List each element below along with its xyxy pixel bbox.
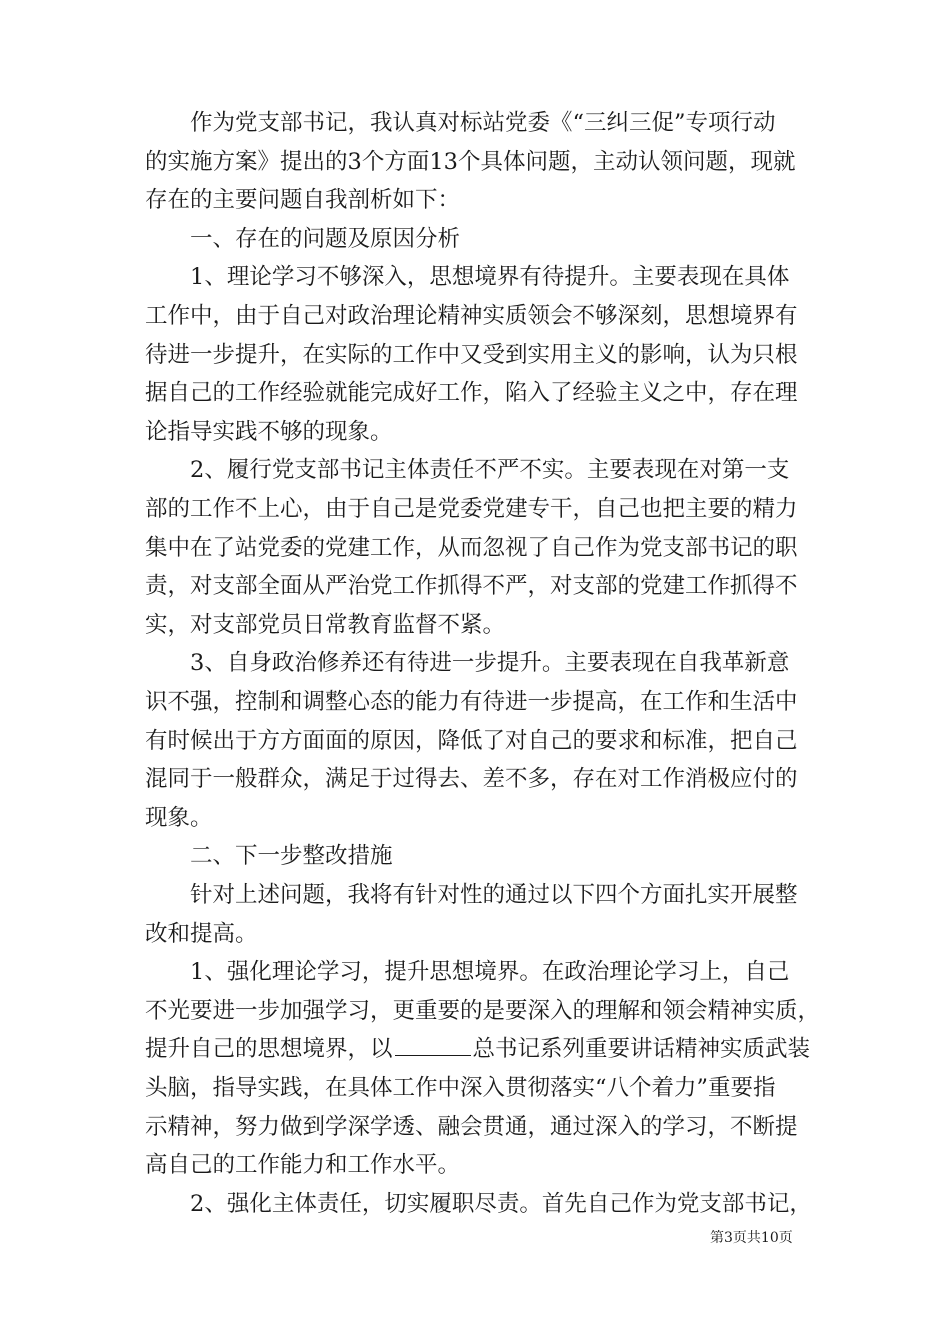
- text-line: 论指导实践不够的现象。: [145, 418, 393, 445]
- text-segment: 总书记系列重要讲话精神实质武装: [472, 1036, 811, 1063]
- text-line: 2、履行党支部书记主体责任不严不实。主要表现在对第一支: [145, 457, 790, 484]
- text-line: 存在的主要问题自我剖析如下：: [145, 187, 461, 214]
- text-line: 高自己的工作能力和工作水平。: [145, 1152, 461, 1179]
- text-line: 混同于一般群众，满足于过得去、差不多，存在对工作消极应付的: [145, 766, 798, 793]
- text-line: 实，对支部党员日常教育监督不紧。: [145, 611, 506, 638]
- text-line: 二、下一步整改措施: [145, 843, 393, 870]
- text-line: 示精神，努力做到学深学透、融会贯通，通过深入的学习，不断提: [145, 1113, 798, 1140]
- text-line: 识不强，控制和调整心态的能力有待进一步提高，在工作和生活中: [145, 689, 798, 715]
- text-line: 集中在了站党委的党建工作，从而忽视了自己作为党支部书记的职: [145, 534, 798, 561]
- text-line: 1、理论学习不够深入，思想境界有待提升。主要表现在具体: [145, 264, 790, 291]
- text-line: 2、强化主体责任，切实履职尽责。首先自己作为党支部书记，: [145, 1190, 812, 1217]
- text-segment: 提升自己的思想境界，以: [145, 1036, 393, 1063]
- text-line: 改和提高。: [145, 920, 258, 947]
- text-line: 作为党支部书记，我认真对标站党委《“三纠三促”专项行动: [145, 110, 776, 136]
- text-line: 现象。: [145, 804, 213, 831]
- text-line: 责，对支部全面从严治党工作抓得不严，对支部的党建工作抓得不: [145, 573, 798, 600]
- text-line: 1、强化理论学习，提升思想境界。在政治理论学习上，自己: [145, 959, 790, 986]
- page-number: 第3页共10页: [710, 1230, 793, 1246]
- text-line: 头脑，指导实践，在具体工作中深入贯彻落实“八个着力”重要指: [145, 1075, 776, 1101]
- blank-underline: [395, 1033, 471, 1056]
- text-line-with-blank: [145, 1030, 810, 1068]
- text-line: 一、存在的问题及原因分析: [145, 225, 461, 252]
- text-line: 待进一步提升，在实际的工作中又受到实用主义的影响，认为只根: [145, 341, 798, 368]
- text-line: 有时候出于方方面面的原因，降低了对自己的要求和标准，把自己: [145, 727, 798, 754]
- text-line: 3、自身政治修养还有待进一步提升。主要表现在自我革新意: [145, 650, 790, 677]
- text-line: 不光要进一步加强学习，更重要的是要深入的理解和领会精神实质，: [145, 997, 821, 1024]
- text-line: 部的工作不上心，由于自己是党委党建专干，自己也把主要的精力: [145, 496, 798, 522]
- text-line: 工作中，由于自己对政治理论精神实质领会不够深刻，思想境界有: [145, 303, 798, 329]
- text-line: 针对上述问题，我将有针对性的通过以下四个方面扎实开展整: [145, 882, 798, 908]
- text-line: 的实施方案》提出的3个方面13个具体问题，主动认领问题，现就: [145, 148, 796, 175]
- text-line: 据自己的工作经验就能完成好工作，陷入了经验主义之中，存在理: [145, 380, 798, 407]
